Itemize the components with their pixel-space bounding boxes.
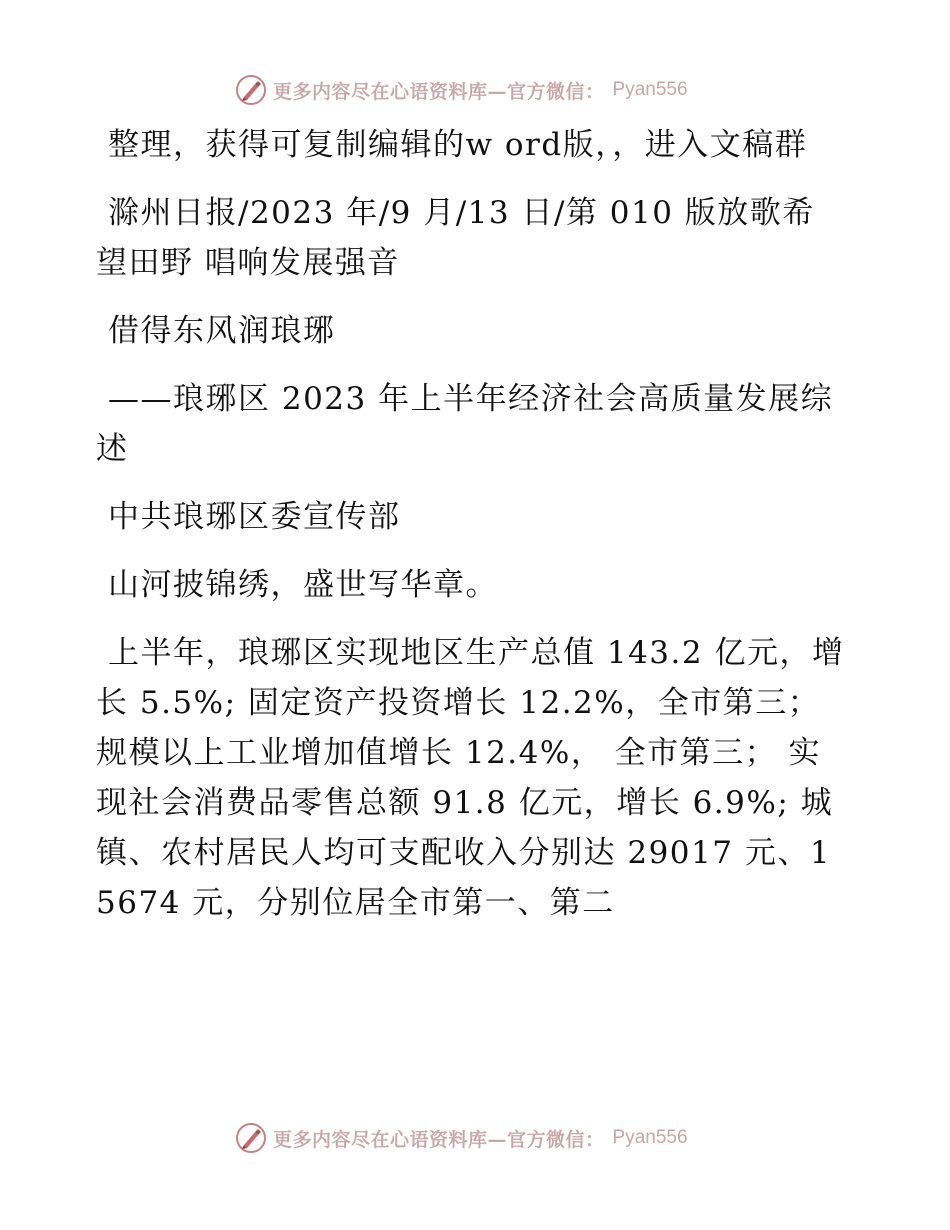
paragraph: 整理，获得可复制编辑的w ord版，，进入文稿群 [108, 127, 808, 163]
pen-logo-icon [235, 1122, 267, 1154]
watermark-text: 更多内容尽在心语资料库—官方微信： [273, 1128, 605, 1151]
pen-logo-icon [235, 74, 267, 106]
paragraph: 滁州日报/2023 年/9 月/13 日/第 010 版放歌希望田野 唱响发展强音 [96, 195, 815, 281]
paragraph: 借得东风润琅琊 [108, 313, 336, 349]
footer-watermark [235, 1120, 755, 1156]
paragraph: 山河披锦绣，盛世写华章。 [108, 567, 498, 603]
watermark-wechat-id: Pyan556 [612, 1127, 688, 1148]
paragraph: ——琅琊区 2023 年上半年经济社会高质量发展综述 [96, 381, 834, 467]
paragraph: 中共琅琊区委宣传部 [108, 499, 401, 535]
watermark-wechat-id: Pyan556 [612, 79, 688, 100]
paragraph: 上半年，琅琊区实现地区生产总值 143.2 亿元，增长 5.5%; 固定资产投资增长 12.2%，全市第三； 规模以上工业增加值增长 12.4%， 全市第三； 实现社会消费品零售总额 91.8 亿元，增长 6.9%; 城镇、农村居民人均可支配收入分别达 29017 元、15674 元，分别位居全市第一、第二 [96, 635, 845, 921]
document-body [96, 120, 846, 946]
header-watermark [235, 72, 755, 108]
watermark-text: 更多内容尽在心语资料库—官方微信： [273, 80, 605, 103]
